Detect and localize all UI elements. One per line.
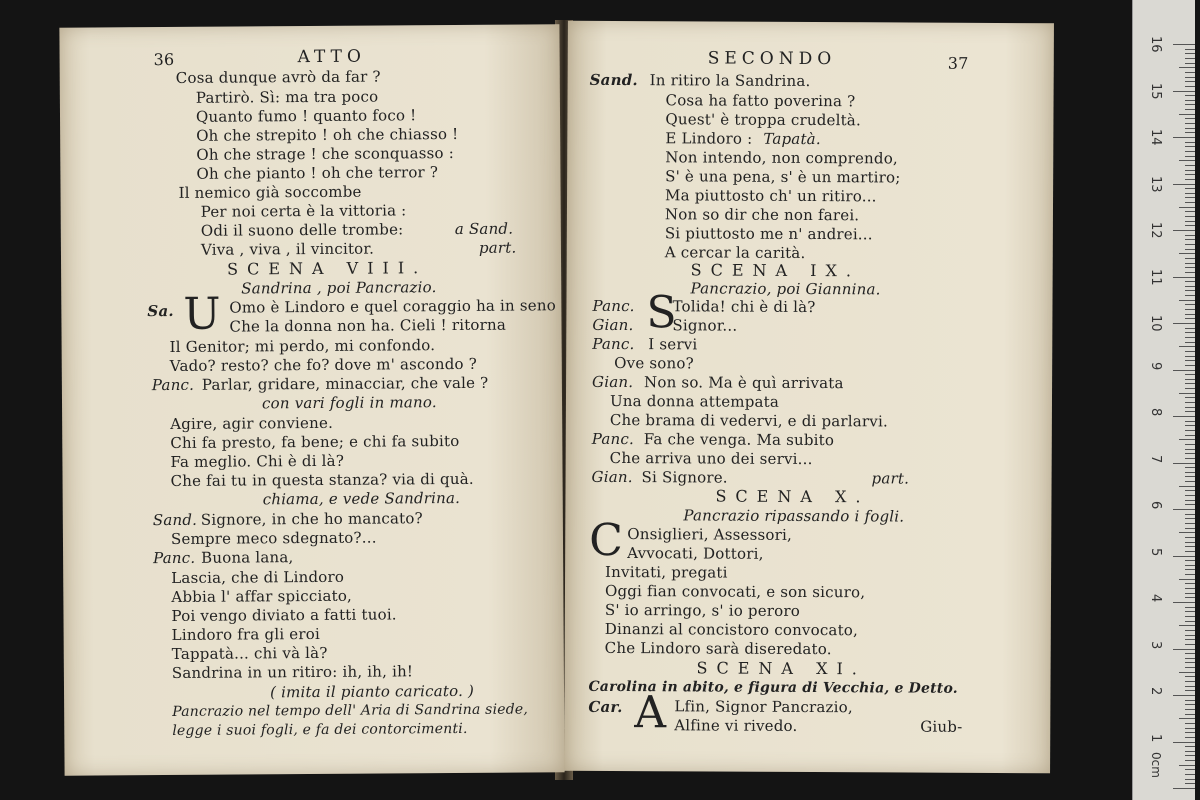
ruler-tick	[1185, 746, 1195, 747]
ruler-tick	[1173, 230, 1195, 231]
verse-line: Lascia, che di Lindoro	[171, 567, 345, 587]
ruler-tick	[1185, 304, 1195, 305]
ruler-tick	[1185, 518, 1195, 519]
ruler-tick	[1173, 44, 1195, 45]
speaker-label: Panc.	[151, 375, 195, 395]
ruler-tick	[1185, 211, 1195, 212]
verse-line: Sandrina in un ritiro: ih, ih, ih!	[171, 662, 414, 682]
ruler-number: 8	[1148, 408, 1163, 417]
ruler-tick	[1185, 225, 1195, 226]
speaker-label: Panc.	[592, 334, 635, 354]
ruler-tick	[1185, 737, 1195, 738]
ruler-tick	[1173, 695, 1195, 696]
ruler-tick	[1173, 463, 1195, 464]
speaker-label: Panc.	[153, 548, 196, 568]
ruler-tick	[1185, 49, 1195, 50]
ruler-tick	[1185, 72, 1195, 73]
verse-line: In ritiro la Sandrina.	[649, 71, 811, 91]
ruler-tick	[1185, 63, 1195, 64]
ruler-tick	[1185, 537, 1195, 538]
ruler-tick	[1173, 323, 1195, 324]
ruler-tick	[1185, 690, 1195, 691]
verse-line: Viva , viva , il vincitor.	[200, 239, 375, 259]
verse-line: I servi	[648, 335, 698, 354]
stage-direction: a Sand.	[454, 219, 514, 238]
ruler-tick	[1179, 67, 1195, 68]
ruler-tick	[1185, 574, 1195, 575]
verse-line: Il Genitor; mi perdo, mi confondo.	[169, 336, 436, 356]
ruler-tick	[1185, 281, 1195, 282]
ruler-tick	[1185, 565, 1195, 566]
ruler-tick	[1185, 337, 1195, 338]
verse-line: Ove sono?	[614, 353, 694, 373]
ruler-tick	[1185, 267, 1195, 268]
ruler-tick	[1173, 277, 1195, 278]
ruler-tick	[1173, 509, 1195, 510]
ruler-tick	[1185, 309, 1195, 310]
ruler-tick	[1173, 416, 1195, 417]
speaker-label: Car.	[588, 697, 623, 717]
ruler-tick	[1185, 425, 1195, 426]
ruler-tick	[1185, 583, 1195, 584]
speaker-label: Gian.	[592, 315, 634, 335]
ruler-tick	[1185, 593, 1195, 594]
verse-line: Una donna attempata	[609, 391, 780, 411]
ruler-tick	[1185, 351, 1195, 352]
verse-line: Si Signore.	[641, 468, 728, 487]
ruler-tick	[1185, 681, 1195, 682]
ruler-tick	[1173, 649, 1195, 650]
scene-subtitle: Carolina in abito, e figura di Vecchia, e Detto.	[588, 678, 958, 697]
stage-direction: part.	[871, 469, 910, 488]
ruler-number: 2	[1148, 687, 1163, 696]
ruler-tick	[1185, 235, 1195, 236]
ruler-tick	[1179, 718, 1195, 719]
ruler-tick	[1185, 132, 1195, 133]
verse-line: Che la donna non ha. Cieli ! ritorna	[229, 315, 507, 336]
scene-heading: SCENA X.	[715, 486, 870, 507]
ruler-tick	[1185, 728, 1195, 729]
verse-line: Che brama di vedervi, e di parlarvi.	[609, 410, 889, 431]
ruler-tick	[1185, 676, 1195, 677]
ruler-tick	[1185, 314, 1195, 315]
verse-line: Che arriva uno dei servi...	[609, 448, 813, 469]
drop-cap: A	[634, 687, 667, 739]
ruler-number: 13	[1148, 175, 1163, 193]
ruler-tick	[1185, 258, 1195, 259]
ruler-tick	[1185, 216, 1195, 217]
ruler-tick	[1185, 597, 1195, 598]
ruler-tick	[1185, 732, 1195, 733]
ruler-tick	[1173, 602, 1195, 603]
running-header-right: SECONDO	[707, 48, 837, 70]
left-page	[59, 24, 564, 775]
ruler-tick	[1185, 630, 1195, 631]
ruler-tick	[1185, 407, 1195, 408]
stage-direction: part.	[478, 238, 517, 257]
ruler-tick	[1185, 174, 1195, 175]
verse-line: Partirò. Sì: ma tra poco	[195, 87, 379, 107]
verse-line: Quest' è troppa crudeltà.	[665, 110, 861, 130]
verse-line: A cercar la carità.	[664, 243, 806, 262]
verse-line: Onsiglieri, Assessori,	[627, 525, 793, 544]
verse-line: Che fai tu in questa stanza? via di quà.	[170, 469, 474, 490]
ruler-tick	[1185, 709, 1195, 710]
verse-line: Poi vengo diviato a fatti tuoi.	[171, 605, 397, 625]
ruler-tick	[1185, 783, 1195, 784]
stage-direction: con vari fogli in mano.	[261, 393, 437, 413]
speaker-label: Sa.	[147, 301, 174, 321]
ruler-number: 5	[1148, 547, 1163, 556]
ruler-tick	[1185, 374, 1195, 375]
ruler-tick	[1185, 569, 1195, 570]
ruler-tick	[1185, 188, 1195, 189]
ruler-tick	[1185, 77, 1195, 78]
ruler-tick	[1185, 714, 1195, 715]
ruler-tick	[1179, 486, 1195, 487]
ruler-tick	[1185, 779, 1195, 780]
ruler-tick	[1185, 221, 1195, 222]
ruler-tick	[1185, 388, 1195, 389]
verse-line: Fa meglio. Chi è di là?	[170, 451, 345, 471]
ruler-tick	[1185, 244, 1195, 245]
ruler-tick	[1185, 751, 1195, 752]
ruler-tick	[1179, 393, 1195, 394]
verse-line: Per noi certa è la vittoria :	[200, 201, 407, 221]
ruler-tick	[1185, 249, 1195, 250]
ruler-tick	[1185, 146, 1195, 147]
ruler-tick	[1179, 625, 1195, 626]
verse-line: Agire, agir conviene.	[170, 413, 334, 433]
ruler-tick	[1185, 365, 1195, 366]
ruler-tick	[1185, 435, 1195, 436]
ruler-tick	[1185, 523, 1195, 524]
ruler-tick	[1185, 662, 1195, 663]
ruler-tick	[1185, 490, 1195, 491]
ruler-tick	[1185, 360, 1195, 361]
ruler-tick	[1179, 207, 1195, 208]
stage-direction: chiama, e vede Sandrina.	[262, 488, 461, 509]
verse-line: Tappatà... chi và là?	[171, 643, 328, 663]
ruler-tick	[1185, 86, 1195, 87]
ruler-tick	[1179, 439, 1195, 440]
ruler-tick	[1185, 383, 1195, 384]
right-page	[564, 21, 1054, 774]
ruler-number: 15	[1148, 82, 1163, 100]
ruler-tick	[1185, 616, 1195, 617]
ruler-tick	[1185, 109, 1195, 110]
ruler-tick	[1185, 179, 1195, 180]
ruler-number: 7	[1148, 454, 1163, 463]
verse-line: Quanto fumo ! quanto foco !	[195, 106, 417, 126]
ruler-tick	[1185, 472, 1195, 473]
ruler-tick	[1173, 742, 1195, 743]
stage-direction: legge i suoi fogli, e fa dei contorcimenti.	[172, 720, 468, 739]
ruler-tick	[1185, 421, 1195, 422]
ruler-tick	[1179, 253, 1195, 254]
verse-line: Sempre meco sdegnato?...	[170, 528, 377, 548]
verse-line: Omo è Lindoro e quel coraggio ha in seno	[229, 296, 556, 317]
ruler-tick	[1173, 788, 1195, 789]
verse-line: E Lindoro :	[665, 129, 753, 148]
ruler-tick	[1185, 286, 1195, 287]
ruler-number: 12	[1148, 222, 1163, 239]
ruler-tick	[1185, 635, 1195, 636]
ruler-tick	[1173, 91, 1195, 92]
ruler-number: 16	[1148, 36, 1163, 53]
ruler-tick	[1179, 579, 1195, 580]
ruler-tick	[1185, 318, 1195, 319]
scene-subtitle: Pancrazio, poi Giannina.	[690, 279, 881, 299]
ruler-tick	[1185, 453, 1195, 454]
verse-line: Vado? resto? che fo? dove m' ascondo ?	[169, 354, 478, 375]
ruler-tick	[1185, 495, 1195, 496]
ruler-unit-label: 0cm	[1149, 752, 1163, 778]
ruler-tick	[1179, 672, 1195, 673]
ruler-tick	[1185, 449, 1195, 450]
stage-direction: ( imita il pianto caricato. )	[269, 681, 475, 702]
ruler-tick	[1185, 755, 1195, 756]
ruler-tick	[1179, 346, 1195, 347]
page-number-right: 37	[947, 53, 969, 73]
ruler-tick	[1185, 658, 1195, 659]
scene-heading: SCENA IX.	[690, 260, 861, 281]
verse-line: Oh che pianto ! oh che terror ?	[196, 163, 439, 183]
ruler-tick	[1185, 542, 1195, 543]
verse-line: Si piuttosto me n' andrei...	[664, 224, 873, 244]
ruler-tick	[1185, 481, 1195, 482]
ruler-tick	[1185, 165, 1195, 166]
verse-line: Signor...	[672, 316, 738, 335]
ruler-tick	[1185, 379, 1195, 380]
verse-line: Abbia l' affar spicciato,	[171, 586, 353, 606]
ruler-tick	[1185, 551, 1195, 552]
verse-line: Lfin, Signor Pancrazio,	[674, 697, 853, 717]
verse-line: Ma piuttosto ch' un ritiro...	[665, 186, 877, 206]
verse-line: Buona lana,	[201, 548, 294, 567]
scene-subtitle: Pancrazio ripassando i fogli.	[683, 506, 905, 526]
verse-line: Non so dir che non farei.	[664, 205, 860, 225]
ruler-tick	[1173, 137, 1195, 138]
ruler-tick	[1185, 202, 1195, 203]
ruler-tick	[1185, 402, 1195, 403]
verse-line: Fa che venga. Ma subito	[643, 430, 835, 450]
ruler-tick	[1185, 295, 1195, 296]
ruler-tick	[1173, 556, 1195, 557]
verse-line: Alfine vi rivedo.	[674, 716, 798, 735]
ruler-tick	[1185, 397, 1195, 398]
speaker-label: Panc.	[591, 429, 635, 449]
ruler-number: 1	[1148, 733, 1163, 742]
ruler-tick	[1185, 53, 1195, 54]
ruler-number: 9	[1148, 361, 1163, 370]
ruler-tick	[1185, 272, 1195, 273]
catchword: Giub-	[920, 717, 963, 736]
ruler-tick	[1185, 444, 1195, 445]
ruler-tick	[1185, 118, 1195, 119]
ruler-tick	[1185, 774, 1195, 775]
speaker-label: Sand.	[589, 70, 638, 90]
ruler-tick	[1185, 142, 1195, 143]
ruler-tick	[1185, 769, 1195, 770]
ruler-tick	[1185, 467, 1195, 468]
ruler-number: 11	[1148, 268, 1163, 286]
running-header-left: ATTO	[297, 46, 366, 68]
stage-word: Tapatà.	[763, 129, 821, 149]
ruler-tick	[1185, 546, 1195, 547]
ruler-tick	[1185, 700, 1195, 701]
speaker-label: Sand.	[152, 510, 198, 530]
verse-line: S' io arringo, s' io peroro	[604, 600, 801, 620]
ruler-tick	[1185, 760, 1195, 761]
ruler-tick	[1185, 667, 1195, 668]
ruler-tick	[1185, 588, 1195, 589]
ruler-tick	[1173, 370, 1195, 371]
drop-cap: U	[183, 288, 221, 340]
ruler-tick	[1185, 58, 1195, 59]
verse-line: Cosa dunque avrò da far ?	[175, 67, 381, 87]
ruler-tick	[1185, 500, 1195, 501]
ruler-tick	[1185, 156, 1195, 157]
drop-cap: S	[646, 287, 677, 339]
ruler-tick	[1185, 128, 1195, 129]
speaker-label: Gian.	[592, 372, 634, 392]
ruler-number: 4	[1148, 594, 1163, 603]
verse-line: Signore, in che ho mancato?	[200, 509, 423, 529]
ruler-number: 6	[1148, 501, 1163, 510]
verse-line: Invitati, pregati	[605, 562, 728, 582]
ruler-tick	[1185, 528, 1195, 529]
ruler-tick	[1185, 95, 1195, 96]
ruler-tick	[1185, 621, 1195, 622]
ruler-tick	[1185, 639, 1195, 640]
ruler-tick	[1179, 114, 1195, 115]
verse-line: Il nemico già soccombe	[178, 182, 362, 202]
ruler-tick	[1179, 160, 1195, 161]
ruler-tick	[1185, 332, 1195, 333]
ruler-tick	[1185, 123, 1195, 124]
scene-heading: SCENA XI.	[696, 658, 866, 679]
ruler-tick	[1185, 514, 1195, 515]
ruler-tick	[1185, 328, 1195, 329]
ruler-tick	[1179, 532, 1195, 533]
ruler-tick	[1173, 184, 1195, 185]
verse-line: Non so. Ma è quì arrivata	[644, 373, 844, 393]
verse-line: Odi il suono delle trombe:	[200, 220, 404, 240]
verse-line: Dinanzi al concistoro convocato,	[604, 619, 859, 640]
ruler-tick	[1185, 704, 1195, 705]
ruler-tick	[1185, 611, 1195, 612]
ruler-tick	[1179, 300, 1195, 301]
ruler-tick	[1185, 193, 1195, 194]
verse-line: Oggi fian convocati, e son sicuro,	[604, 581, 866, 602]
verse-line: Oh che strepito ! oh che chiasso !	[196, 124, 459, 145]
ruler-tick	[1185, 81, 1195, 82]
verse-line: Lindoro fra gli eroi	[171, 624, 320, 644]
scene-subtitle: Sandrina , poi Pancrazio.	[241, 278, 437, 298]
verse-line: Cosa ha fatto poverina ?	[665, 91, 856, 111]
ruler-number: 10	[1148, 315, 1163, 332]
page-number-left: 36	[153, 49, 175, 70]
ruler-tick	[1185, 560, 1195, 561]
ruler-tick	[1185, 356, 1195, 357]
verse-line: Tolida! chi è di là?	[672, 297, 816, 317]
ruler-tick	[1185, 239, 1195, 240]
ruler-tick	[1185, 104, 1195, 105]
ruler-tick	[1185, 290, 1195, 291]
ruler-number: 14	[1148, 129, 1163, 146]
verse-line: Che Lindoro sarà diseredato.	[604, 638, 832, 659]
ruler-tick	[1185, 686, 1195, 687]
ruler-tick	[1185, 653, 1195, 654]
ruler-tick	[1185, 476, 1195, 477]
ruler-tick	[1185, 411, 1195, 412]
ruler-tick	[1185, 458, 1195, 459]
ruler-tick	[1185, 342, 1195, 343]
verse-line: Avvocati, Dottori,	[627, 544, 764, 563]
speaker-label: Gian.	[591, 467, 633, 487]
ruler-tick	[1185, 607, 1195, 608]
ruler-tick	[1185, 644, 1195, 645]
speaker-label: Panc.	[592, 296, 635, 316]
verse-line: S' è una pena, s' è un martiro;	[665, 167, 901, 187]
ruler-tick	[1185, 723, 1195, 724]
ruler-tick	[1185, 100, 1195, 101]
ruler-tick	[1185, 197, 1195, 198]
stage-direction: Pancrazio nel tempo dell' Aria di Sandrina siede,	[172, 701, 529, 720]
scene-heading: SCENA VIII.	[227, 258, 428, 279]
ruler-tick	[1185, 170, 1195, 171]
verse-line: Oh che strage ! che sconquasso :	[196, 144, 455, 164]
ruler-tick	[1179, 765, 1195, 766]
verse-line: Non intendo, non comprendo,	[665, 148, 898, 168]
ruler-tick	[1185, 151, 1195, 152]
ruler-tick	[1185, 263, 1195, 264]
ruler-tick	[1185, 430, 1195, 431]
measuring-ruler	[1132, 0, 1195, 800]
ruler-tick	[1185, 504, 1195, 505]
verse-line: Parlar, gridare, minacciar, che vale ?	[201, 373, 489, 394]
ruler-number: 3	[1148, 640, 1163, 649]
drop-cap: C	[589, 514, 624, 567]
verse-line: Chi fa presto, fa bene; e chi fa subito	[170, 431, 460, 452]
